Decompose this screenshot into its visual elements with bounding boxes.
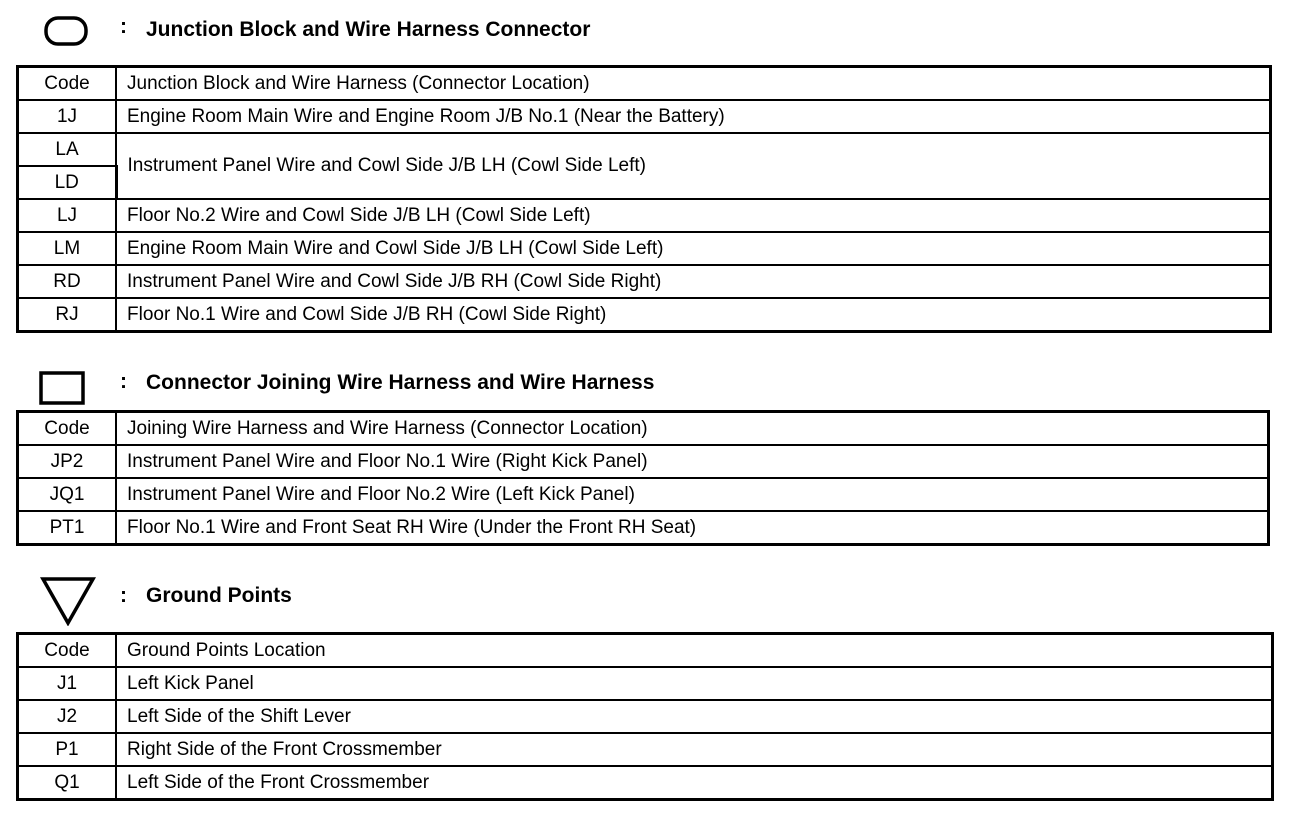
section-title: Ground Points <box>146 584 292 607</box>
header-description: Joining Wire Harness and Wire Harness (Connector Location) <box>116 412 1269 446</box>
junction-block-table <box>16 65 1272 333</box>
table-row <box>18 298 1271 332</box>
row-code: RJ <box>18 298 117 332</box>
row-code: RD <box>18 265 117 298</box>
table-row <box>18 700 1273 733</box>
row-code: Q1 <box>18 766 117 800</box>
connector-joining-table <box>16 410 1270 546</box>
row-code: LM <box>18 232 117 265</box>
colon-separator: : <box>120 370 127 393</box>
table-row <box>18 733 1273 766</box>
table-row <box>18 232 1271 265</box>
header-code: Code <box>18 634 117 668</box>
row-code: LA <box>18 133 117 166</box>
section-title: Junction Block and Wire Harness Connector <box>146 18 591 41</box>
row-description: Left Side of the Front Crossmember <box>116 766 1273 800</box>
inverted-triangle-icon <box>40 576 96 626</box>
table-header-row <box>18 67 1271 101</box>
row-description: Floor No.1 Wire and Front Seat RH Wire (Under the Front RH Seat) <box>116 511 1269 545</box>
row-code: LJ <box>18 199 117 232</box>
row-description: Instrument Panel Wire and Cowl Side J/B LH (Cowl Side Left) <box>116 133 1271 199</box>
table-row <box>18 199 1271 232</box>
row-description: Floor No.2 Wire and Cowl Side J/B LH (Cowl Side Left) <box>116 199 1271 232</box>
row-description: Floor No.1 Wire and Cowl Side J/B RH (Cowl Side Right) <box>116 298 1271 332</box>
row-description: Engine Room Main Wire and Cowl Side J/B LH (Cowl Side Left) <box>116 232 1271 265</box>
row-code: 1J <box>18 100 117 133</box>
row-code: PT1 <box>18 511 117 545</box>
table-row <box>18 478 1269 511</box>
section-title: Connector Joining Wire Harness and Wire Harness <box>146 371 655 394</box>
row-code: JP2 <box>18 445 117 478</box>
row-code: LD <box>18 166 117 199</box>
table-row <box>18 667 1273 700</box>
row-description: Right Side of the Front Crossmember <box>116 733 1273 766</box>
section-heading-connector-joining <box>0 366 1312 406</box>
row-description: Instrument Panel Wire and Cowl Side J/B RH (Cowl Side Right) <box>116 265 1271 298</box>
rounded-rectangle-icon <box>44 16 88 46</box>
table-row <box>18 445 1269 478</box>
header-description: Junction Block and Wire Harness (Connector Location) <box>116 67 1271 101</box>
table-row <box>18 100 1271 133</box>
colon-separator: : <box>120 15 127 38</box>
section-heading-ground-points <box>0 574 1312 614</box>
table-row <box>18 265 1271 298</box>
section-heading-junction-block <box>0 12 1312 52</box>
table-header-row <box>18 412 1269 446</box>
row-description: Left Kick Panel <box>116 667 1273 700</box>
table-row <box>18 766 1273 800</box>
row-code: JQ1 <box>18 478 117 511</box>
row-description: Engine Room Main Wire and Engine Room J/B No.1 (Near the Battery) <box>116 100 1271 133</box>
colon-separator: : <box>120 584 127 607</box>
header-code: Code <box>18 67 117 101</box>
row-description: Instrument Panel Wire and Floor No.1 Wire (Right Kick Panel) <box>116 445 1269 478</box>
table-header-row <box>18 634 1273 668</box>
row-code: P1 <box>18 733 117 766</box>
row-description: Left Side of the Shift Lever <box>116 700 1273 733</box>
row-code: J2 <box>18 700 117 733</box>
row-code: J1 <box>18 667 117 700</box>
table-row <box>18 133 1271 166</box>
table-row <box>18 511 1269 545</box>
row-description: Instrument Panel Wire and Floor No.2 Wire (Left Kick Panel) <box>116 478 1269 511</box>
square-icon <box>39 371 85 405</box>
ground-points-table <box>16 632 1274 801</box>
header-description: Ground Points Location <box>116 634 1273 668</box>
header-code: Code <box>18 412 117 446</box>
